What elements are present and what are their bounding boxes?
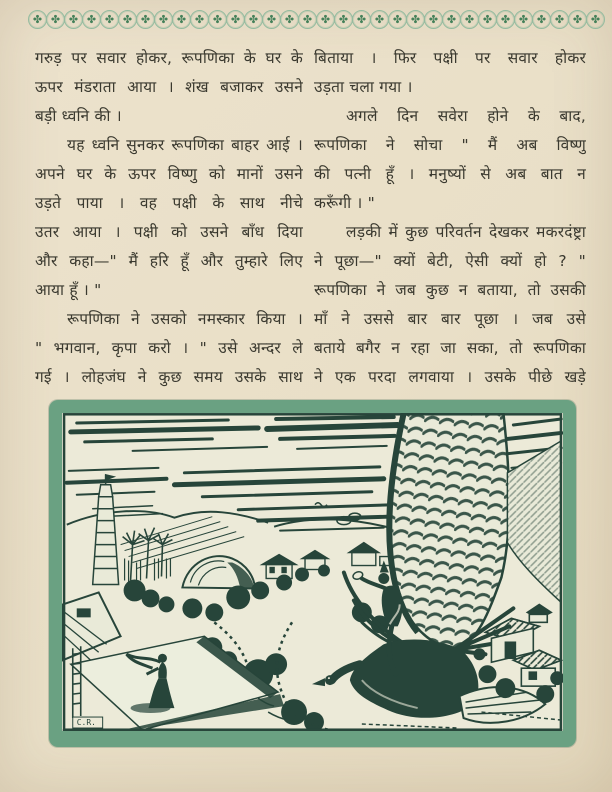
ornament-border [29,7,601,31]
ornament-flower-icon: ✤ [478,10,497,29]
text-line: ऊपर मंडराता आया । शंख बजाकर उसने [35,78,303,96]
ornament-flower-icon: ✤ [100,10,119,29]
ornament-flower-icon: ✤ [46,10,65,29]
text-line: यह ध्वनि सुनकर रूपणिका बाहर आई । [67,136,303,154]
ornament-flower-icon: ✤ [532,10,551,29]
ornament-flower-icon: ✤ [118,10,137,29]
text-column-right [314,44,586,392]
text-line: उड़ते पाया । वह पक्षी के साथ नीचे [35,194,303,212]
text-line: बताये बगैर न रहा जा सका, तो रूपणिका [314,339,586,357]
text-line: रूपणिका ने उसको नमस्कार किया । [67,310,303,328]
ornament-flower-icon: ✤ [406,10,425,29]
ornament-flower-icon: ✤ [64,10,83,29]
ornament-flower-icon: ✤ [460,10,479,29]
illustration-garuda-scene [62,413,563,731]
ornament-flower-icon: ✤ [172,10,191,29]
ornament-flower-icon: ✤ [280,10,299,29]
ornament-flower-icon: ✤ [244,10,263,29]
text-line: गरुड़ पर सवार होकर, रूपणिका के घर के [35,49,303,67]
text-line: अपने घर के ऊपर विष्णु को मानों उसने [35,165,303,183]
ornament-flower-icon: ✤ [298,10,317,29]
illustration-frame [49,400,576,747]
text-column-left [35,44,303,392]
ornament-flower-icon: ✤ [424,10,443,29]
ornament-flower-icon: ✤ [82,10,101,29]
text-line: की पत्नी हूँ । मनुष्यों से अब बात न [314,165,586,183]
ornament-flower-icon: ✤ [262,10,281,29]
ornament-flower-icon: ✤ [316,10,335,29]
garuda-body-art [350,639,478,717]
text-line: और कहा—" मैं हरि हूँ और तुम्हारे लिए [35,252,303,270]
text-line: " भगवान, कृपा करो । " उसे अन्दर ले [35,339,303,357]
text-line: बड़ी ध्वनि की । [35,107,122,125]
text-line: करूँगी । " [314,194,375,212]
temple-tower-art [93,475,119,585]
text-line: माँ ने उससे बार बार पूछा । जब उसे [314,310,586,328]
text-line: उड़ता चला गया । [314,78,413,96]
text-line: आया हूँ । " [35,281,102,299]
ornament-flower-icon: ✤ [442,10,461,29]
palm-trees-art [123,528,173,583]
text-line: ने पूछा—" क्यों बेटी, ऐसी क्यों हो ? " [314,252,586,270]
ornament-flower-icon: ✤ [514,10,533,29]
hills-art [67,511,394,529]
ornament-flower-icon: ✤ [190,10,209,29]
text-line: रूपणिका ने सोचा " मैं अब विष्णु [314,136,586,154]
ornament-flower-icon: ✤ [568,10,587,29]
ornament-flower-icon: ✤ [586,10,605,29]
ornament-flower-icon: ✤ [28,10,47,29]
ornament-flower-icon: ✤ [388,10,407,29]
text-line: रूपणिका ने जब कुछ न बताया, तो उसकी [314,281,586,299]
text-line: गई । लोहजंघ ने कुछ समय उसके साथ [35,368,303,386]
text-line: उतर आया । पक्षी को उसने बाँध दिया [35,223,303,241]
ornament-flower-icon: ✤ [370,10,389,29]
garuda-wing-art [389,413,513,654]
garuda-bird-art [312,413,545,723]
text-line: अगले दिन सवेरा होने के बाद, [346,107,586,125]
svg-text:C.R.: C.R. [76,718,96,728]
text-line: बिताया । फिर पक्षी पर सवार होकर [314,49,586,67]
ornament-flower-icon: ✤ [550,10,569,29]
ornament-flower-icon: ✤ [496,10,515,29]
ornament-flower-icon: ✤ [208,10,227,29]
ornament-flower-icon: ✤ [136,10,155,29]
ground-hatch-art [362,712,561,728]
ornament-flower-icon: ✤ [352,10,371,29]
right-village-art [485,604,561,686]
text-line: ने एक परदा लगवाया । उसके पीछे खड़े [314,368,586,386]
artist-signature [73,717,103,728]
hill-slope-art [507,441,561,602]
text-line: लड़की में कुछ परिवर्तन देखकर मकरदंष्ट्रा [346,223,586,241]
ornament-flower-icon: ✤ [334,10,353,29]
hut-mound-art [182,556,255,588]
ornament-flower-icon: ✤ [154,10,173,29]
ornament-flower-icon: ✤ [226,10,245,29]
